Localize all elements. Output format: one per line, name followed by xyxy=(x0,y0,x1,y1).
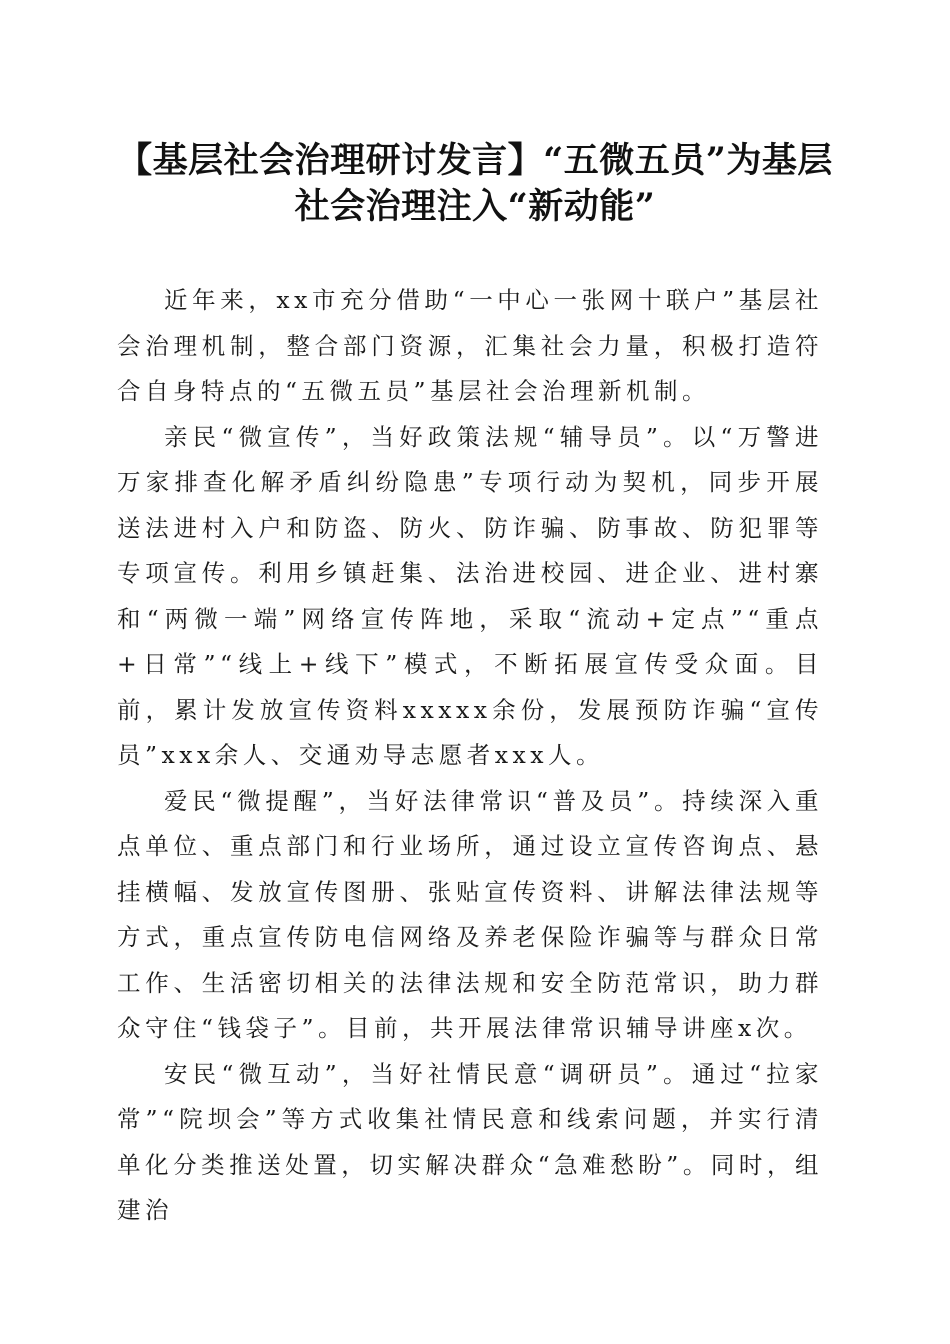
paragraph-micro-publicity: 亲民“微宣传”，当好政策法规“辅导员”。以“万警进万家排查化解矛盾纠纷隐患”专项行动为契机，同步开展送法进村入户和防盗、防火、防诈骗、防事故、防犯罪等专项宣传。利用乡镇赶集、法治进校园、进企业、进村寨和“两微一端”网络宣传阵地，采取“流动+定点”“重点+日常”“线上+线下”模式，不断拓展宣传受众面。目前，累计发放宣传资料xxxxx余份，发展预防诈骗“宣传员”xxx余人、交通劝导志愿者xxx人。 xyxy=(117,422,823,769)
paragraph-intro: 近年来，xx市充分借助“一中心一张网十联户”基层社会治理机制，整合部门资源，汇集社会力量，积极打造符合自身特点的“五微五员”基层社会治理新机制。 xyxy=(117,286,823,405)
paragraph-micro-interaction: 安民“微互动”，当好社情民意“调研员”。通过“拉家常”“院坝会”等方式收集社情民意和线索问题，并实行清单化分类推送处置，切实解决群众“急难愁盼”。同时，组建治 xyxy=(117,1059,823,1224)
paragraph-micro-reminder: 爱民“微提醒”，当好法律常识“普及员”。持续深入重点单位、重点部门和行业场所，通过设立宣传咨询点、悬挂横幅、发放宣传图册、张贴宣传资料、讲解法律法规等方式，重点宣传防电信网络及养老保险诈骗等与群众日常工作、生活密切相关的法律法规和安全防范常识，助力群众守住“钱袋子”。目前，共开展法律常识辅导讲座x次。 xyxy=(117,786,823,1042)
document-title: 【基层社会治理研讨发言】“五微五员”为基层社会治理注入“新动能” xyxy=(117,140,833,227)
document-body xyxy=(117,278,823,1234)
